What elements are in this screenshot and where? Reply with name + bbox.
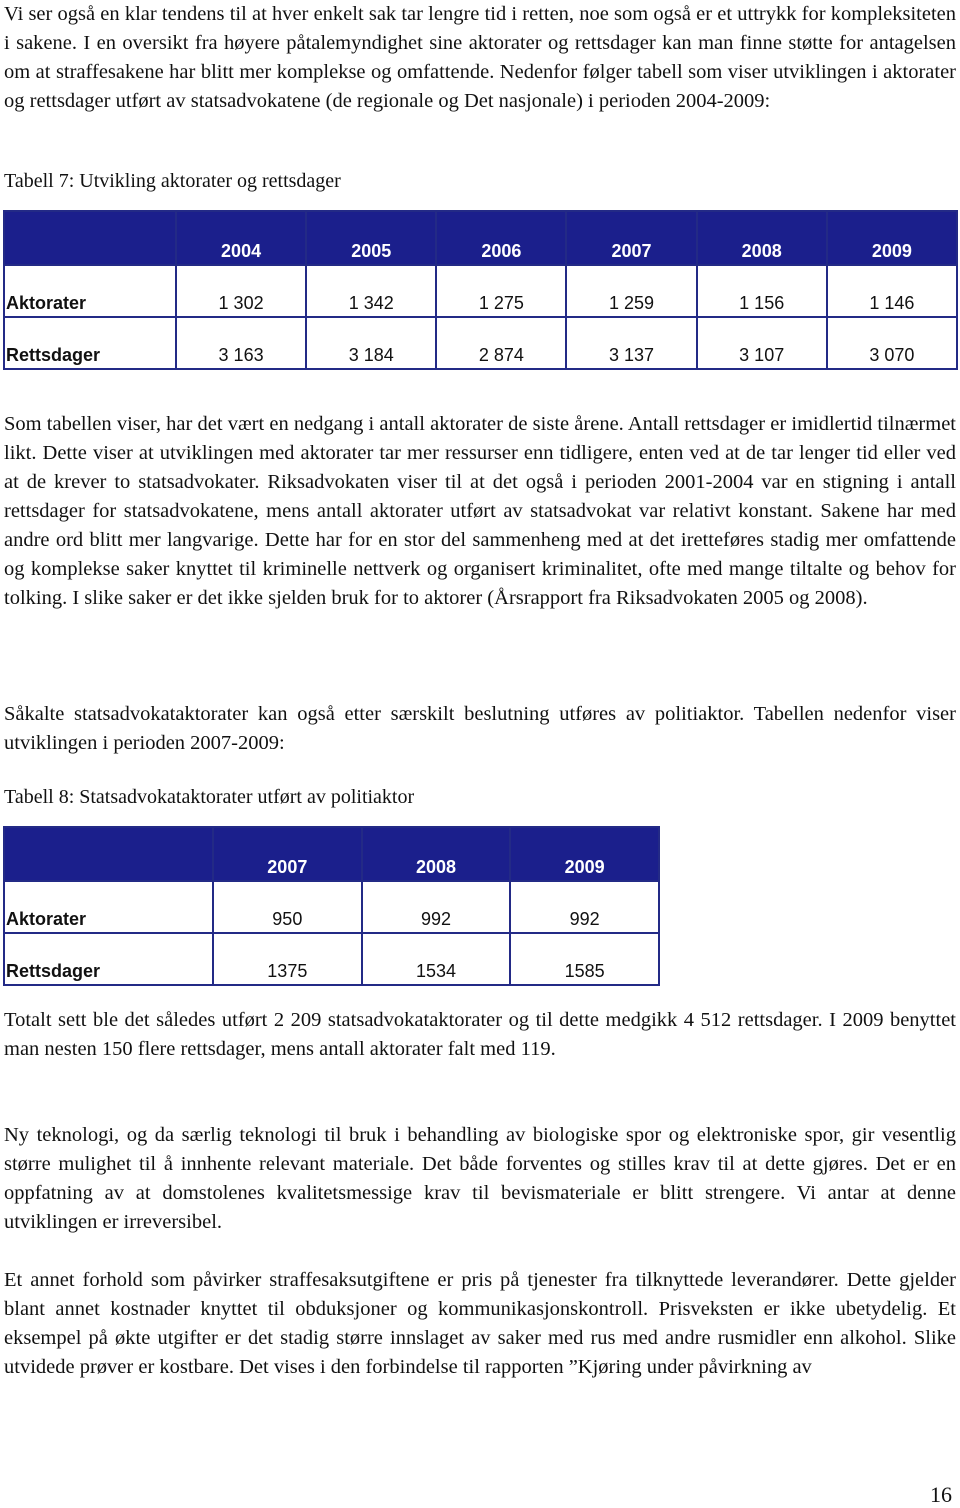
table-cell: 1375: [213, 933, 362, 985]
table-cell: 3 137: [566, 317, 696, 369]
table-row: [4, 933, 659, 985]
paragraph-teknologi: Ny teknologi, og da særlig teknologi til bruk i behandling av biologiske spor og elektroniske spor, gir vesentlig større mulighet til å innhente relevant materiale. Det både forventes og stilles krav til at dette gjøres. Det er en oppfatning av at domstolenes kvalitetsmessige krav til bevismateriale er blitt strengere. Vi antar at denne utviklingen er irreversibel.: [4, 1124, 956, 1233]
table-cell: 1585: [510, 933, 659, 985]
header-cell-2008: 2008: [697, 211, 827, 265]
table7-caption: Tabell 7: Utvikling aktorater og rettsdager: [4, 170, 341, 192]
paragraph-table7-discussion: Som tabellen viser, har det vært en nedgang i antall aktorater de siste årene. Antall rettsdager er imidlertid tilnærmet likt. Dette viser at utviklingen med aktorater tar mer ressurser enn tidligere, enten ved at de tar lenger tid eller ved at de krever to statsadvokater. Riksadvokaten viser til at det også i perioden 2001-2004 var en stigning i antall rettsdager for statsadvokatene, mens antall aktorater utført av statsadvokat var relativt konstant. Sakene har med andre ord blitt mer langvarige. Dette har for en stor del sammenheng med at det iretteføres stadig mer omfattende og komplekse saker knyttet til kriminelle nettverk og organisert kriminalitet, ofte med mange tiltalte og behov for tolking. I slike saker er det ikke sjelden bruk for to aktorer (Årsrapport fra Riksadvokaten 2005 og 2008).: [4, 413, 956, 609]
paragraph-totalt: Totalt sett ble det således utført 2 209 statsadvokataktorater og til dette medgikk 4 512 rettsdager. I 2009 benyttet man nesten 150 flere rettsdager, mens antall aktorater falt med 119.: [4, 1009, 956, 1060]
table-row: [4, 317, 957, 369]
header-cell-2005: 2005: [306, 211, 436, 265]
table-cell: 992: [362, 881, 511, 933]
table-header-row: [4, 211, 957, 265]
table-cell: 3 163: [176, 317, 306, 369]
table-cell: 1 302: [176, 265, 306, 317]
header-cell-2009: 2009: [827, 211, 957, 265]
table-header-row: [4, 827, 659, 881]
table-cell: 3 107: [697, 317, 827, 369]
table-cell: 950: [213, 881, 362, 933]
row-label: Aktorater: [4, 881, 213, 933]
table-cell: 1 275: [436, 265, 566, 317]
table-cell: 1534: [362, 933, 511, 985]
table-cell: 1 259: [566, 265, 696, 317]
table-cell: 1 156: [697, 265, 827, 317]
header-cell-2007: 2007: [213, 827, 362, 881]
header-cell-2006: 2006: [436, 211, 566, 265]
table-cell: 2 874: [436, 317, 566, 369]
table-row: [4, 265, 957, 317]
row-label: Rettsdager: [4, 933, 213, 985]
table8-caption: Tabell 8: Statsadvokataktorater utført av politiaktor: [4, 786, 415, 808]
row-label: Rettsdager: [4, 317, 176, 369]
header-cell-empty: [4, 211, 176, 265]
header-cell-2004: 2004: [176, 211, 306, 265]
table-cell: 3 184: [306, 317, 436, 369]
table-cell: 3 070: [827, 317, 957, 369]
table-cell: 992: [510, 881, 659, 933]
paragraph-politiaktor: Såkalte statsadvokataktorater kan også etter særskilt beslutning utføres av politiaktor. Tabellen nedenfor viser utviklingen i perioden 2007-2009:: [4, 703, 956, 754]
header-cell-empty: [4, 827, 213, 881]
table-row: [4, 881, 659, 933]
page-number: 16: [930, 1482, 952, 1507]
header-cell-2007: 2007: [566, 211, 696, 265]
header-cell-2009: 2009: [510, 827, 659, 881]
header-cell-2008: 2008: [362, 827, 511, 881]
table-statsadvokataktorater: [3, 826, 660, 986]
paragraph-leverandorer: Et annet forhold som påvirker straffesaksutgiftene er pris på tjenester fra tilknyttede leverandører. Dette gjelder blant annet kostnader knyttet til obduksjoner og kommunikasjonskontroll. Prisveksten er ikke ubetydelig. Et eksempel på økte utgifter er det stadig større innslaget av saker med rus med andre rusmidler enn alkohol. Slike utvidede prøver er kostbare. Det vises i den forbindelse til rapporten ”Kjøring under påvirkning av: [4, 1269, 956, 1378]
table-cell: 1 146: [827, 265, 957, 317]
row-label: Aktorater: [4, 265, 176, 317]
table-aktorater-rettsdager: [3, 210, 958, 370]
paragraph-intro: Vi ser også en klar tendens til at hver enkelt sak tar lengre tid i retten, noe som også er et uttrykk for kompleksiteten i sakene. I en oversikt fra høyere påtalemyndighet sine aktorater og rettsdager kan man finne støtte for antagelsen om at straffesakene har blitt mer komplekse og omfattende. Nedenfor følger tabell som viser utviklingen i aktorater og rettsdager utført av statsadvokatene (de regionale og Det nasjonale) i perioden 2004-2009:: [4, 3, 956, 112]
table-cell: 1 342: [306, 265, 436, 317]
